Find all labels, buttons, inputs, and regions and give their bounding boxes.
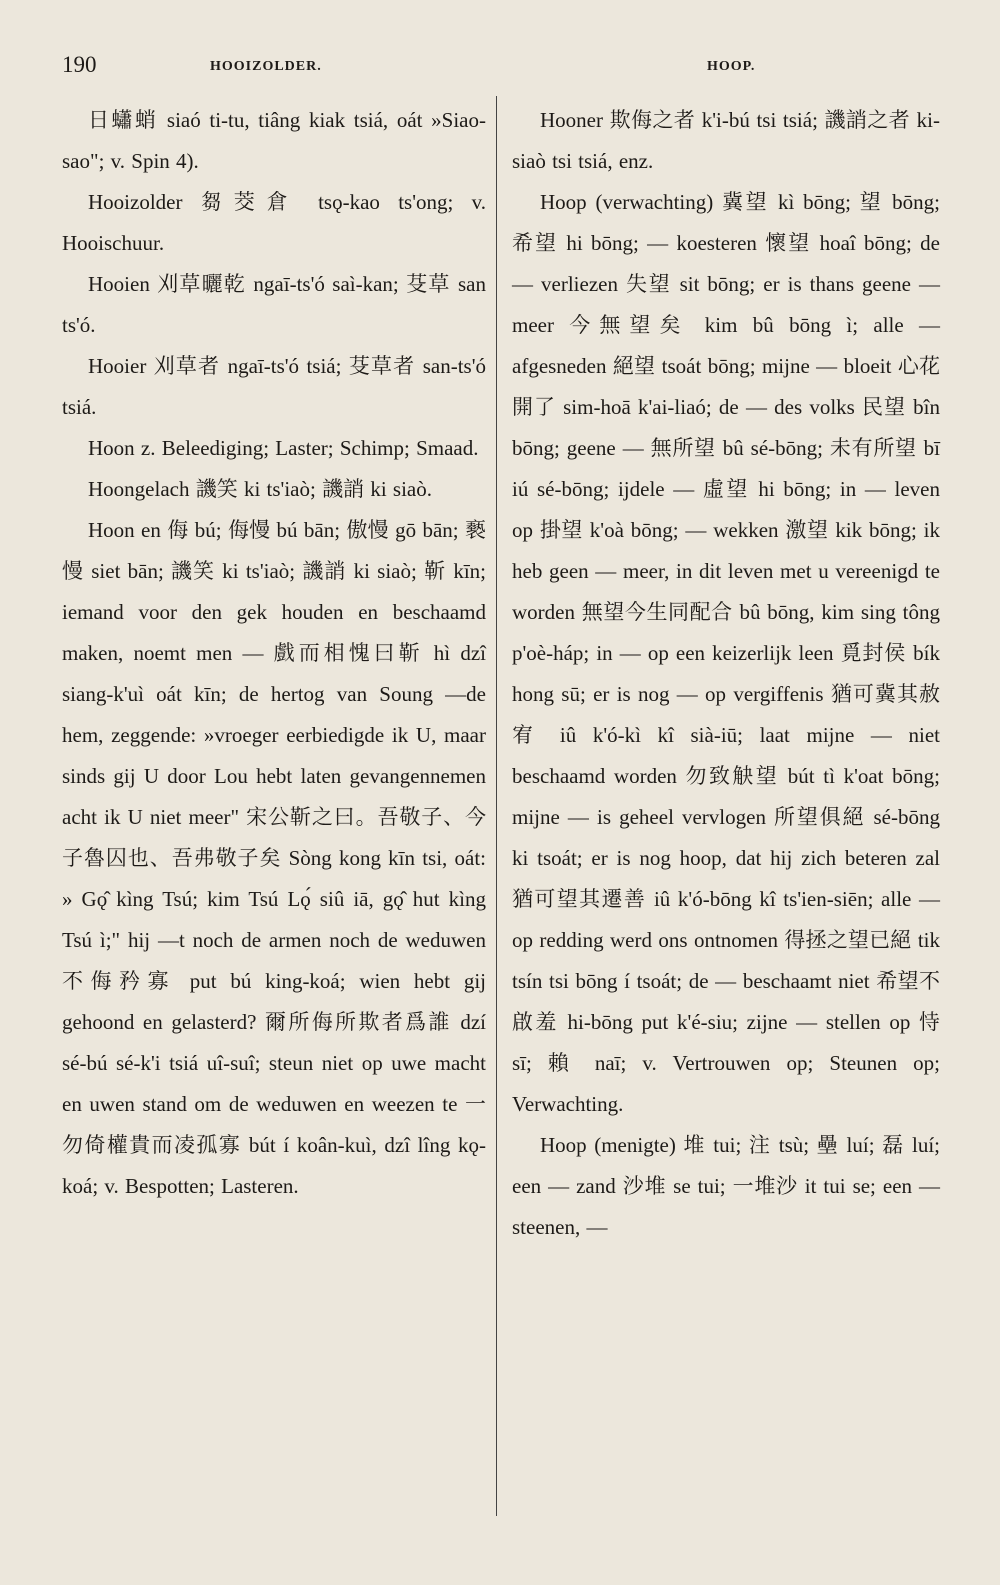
entry-siao-sao: 日蠨蛸 siaó ti-tu, tiâng kiak tsiá, oát »Siao-sao"; v. Spin 4). xyxy=(62,108,486,173)
entry-hooner: Hooner 欺侮之者 k'i-bú tsi tsiá; 譏誚之者 ki-siaò tsi tsiá, enz. xyxy=(512,108,940,173)
left-column xyxy=(62,100,486,1207)
running-head-right: HOOP. xyxy=(707,59,756,74)
page-number: 190 xyxy=(62,52,97,77)
entry-hooier: Hooier 刈草者 ngaī-ts'ó tsiá; 芟草者 san-ts'ó tsiá. xyxy=(62,354,486,419)
right-column xyxy=(512,100,940,1248)
running-head-left: HOOIZOLDER. xyxy=(210,59,322,74)
entry-hoon: Hoon z. Beleediging; Laster; Schimp; Smaad. xyxy=(88,436,479,460)
page-header xyxy=(62,52,940,86)
column-divider xyxy=(496,96,497,1516)
entry-hoongelach: Hoongelach 譏笑 ki ts'iaò; 譏誚 ki siaò. xyxy=(88,477,432,501)
entry-hoop-verwachting: Hoop (verwachting) 冀望 kì bōng; 望 bōng; 希望 hi bōng; — koesteren 懷望 hoaî bōng; de — verliezen 失望 sit bōng; er is thans geene — meer 今無望矣 kim bû bōng ì; alle — afgesneden 絕望 tsoát bōng; mijne — bloeit 心花開了 sim-hoā k'ai-liaó; de — des volks 民望 bîn bōng; geene — 無所望 bû sé-bōng; 未有所望 bī iú sé-bōng; ijdele — 虛望 hi bōng; in — leven op 掛望 k'oà bōng; — wekken 激望 kik bōng; ik heb geen — meer, in dit leven met u vereenigd te worden 無望今生同配合 bû bōng, kim sing tông p'oè-háp; in — op een keizerlijk leen 覓封侯 bík hong sū; er is nog — op vergiffenis 猶可冀其赦宥 iû k'ó-kì kî sià-iū; laat mijne — niet beschaamd worden 勿致觖望 bút tì k'oat bōng; mijne — is geheel vervlogen 所望俱絕 sé-bōng ki tsoát; er is nog hoop, dat hij zich beteren zal 猶可望其遷善 iû k'ó-bōng kî ts'ien-siēn; alle — op redding werd ons ontnomen 得拯之望已絕 tik tsín tsi bōng í tsoát; de — beschaamt niet 希望不啟羞 hi-bōng put k'é-siu; zijne — stellen op 恃 sī; 賴 naī; v. Vertrouwen op; Steunen op; Verwachting. xyxy=(512,190,940,1116)
entry-hooien: Hooien 刈草曬乾 ngaī-ts'ó saì-kan; 芟草 san ts'ó. xyxy=(62,272,486,337)
entry-hooizolder: Hooizolder 芻茭倉 tsǫ-kao ts'ong; v. Hooischuur. xyxy=(62,190,486,255)
entry-hoop-menigte: Hoop (menigte) 堆 tui; 注 tsù; 壘 luí; 磊 luí; een — zand 沙堆 se tui; 一堆沙 it tui se; een — steenen, — xyxy=(512,1133,940,1239)
entry-hoonen: Hoon en 侮 bú; 侮慢 bú bān; 傲慢 gō bān; 褻慢 siet bān; 譏笑 ki ts'iaò; 譏誚 ki siaò; 靳 kīn; iemand voor den gek houden en beschaamd maken, noemt men — 戲而相愧曰靳 hì dzî siang-k'uì oát kīn; de hertog van Soung —de hem, zeggende: »vroeger eerbiedigde ik U, maar sinds gij U door Lou hebt laten gevangennemen acht ik U niet meer" 宋公靳之曰。吾敬子、今子魯囚也、吾弗敬子矣 Sòng kong kīn tsi, oát: » Gǫ̂ kìng Tsú; kim Tsú Lǫ́ siû iā, gǫ̂ hut kìng Tsú ì;" hij —t noch de armen noch de weduwen 不侮矜寡 put bú king-koá; wien hebt gij gehoond en gelasterd? 爾所侮所欺者爲誰 dzí sé-bú sé-k'i tsiá uî-suî; steun niet op uwe macht en uwen stand om de weduwen en weezen te 一勿倚權貴而凌孤寡 bút í koân-kuì, dzî lîng kǫ-koá; v. Bespotten; Lasteren. xyxy=(62,518,486,1198)
